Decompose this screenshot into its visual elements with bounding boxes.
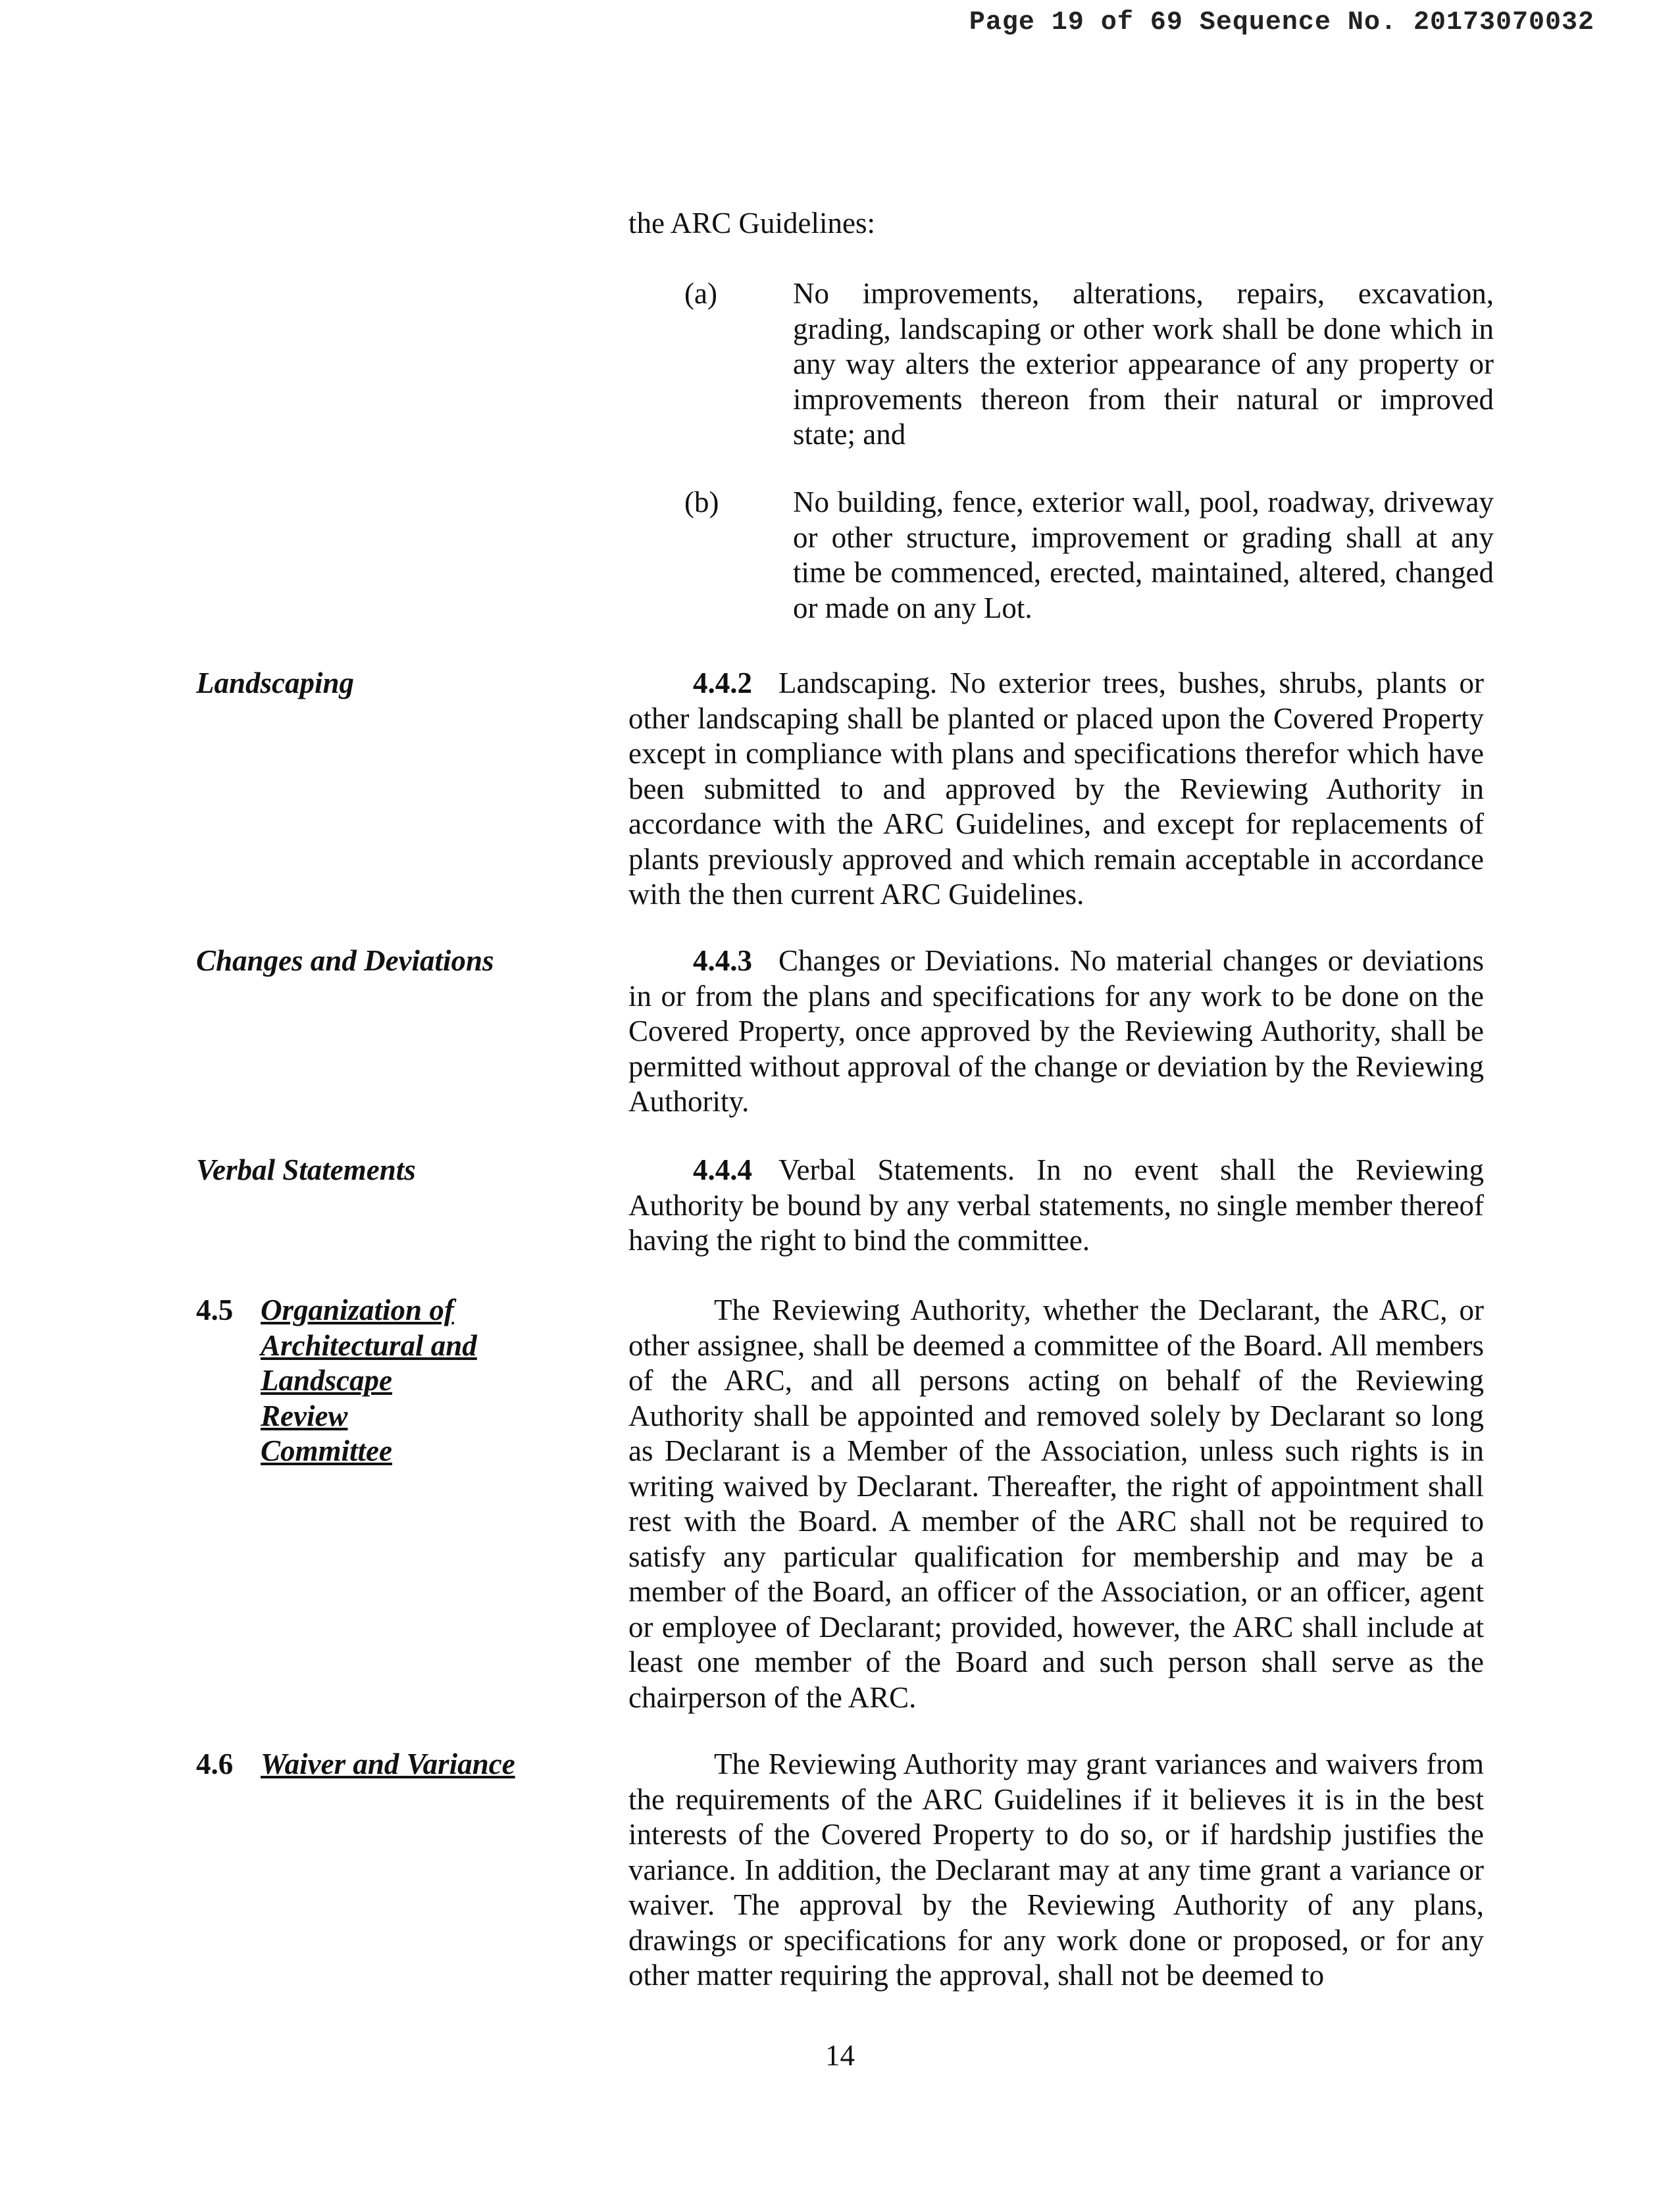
page-header: Page 19 of 69 Sequence No. 20173070032	[969, 8, 1594, 38]
section-text: Landscaping. No exterior trees, bushes, shrubs, plants or other landscaping shall be planted or placed upon the Covered Property except in compliance with plans and specifications therefor which have been submitted to and approved by the Reviewing Authority in accordance with the ARC Guidelines, and except for replacements of plants previously approved and which remain acceptable in accordance with the then current ARC Guidelines.	[628, 667, 1484, 911]
side-heading-4-6	[196, 1747, 565, 1782]
sub-item-b	[684, 485, 1494, 626]
side-heading-title: Waiver and Variance	[261, 1748, 515, 1780]
section-text: The Reviewing Authority, whether the Declarant, the ARC, or other assignee, shall be deemed a committee of the Board. All members of the ARC, and all persons acting on behalf of the Reviewing Authority shall be appointed and removed solely by Declarant so long as Declarant is a Member of the Association, unless such rights is in writing waived by Declarant. Thereafter, the right of appointment shall rest with the Board. A member of the ARC shall not be required to satisfy any particular qualification for membership and may be a member of the Board, an officer of the Association, or an officer, agent or employee of Declarant; provided, however, the ARC shall include at least one member of the Board and such person shall serve as the chairperson of the ARC.	[628, 1294, 1484, 1714]
section-4-6	[628, 1747, 1484, 1994]
section-text: Verbal Statements. In no event shall the Reviewing Authority be bound by any verbal statements, no single member thereof having the right to bind the committee.	[628, 1153, 1484, 1257]
side-heading-verbal-statements: Verbal Statements	[196, 1153, 416, 1186]
intro-text: the ARC Guidelines:	[628, 207, 875, 239]
section-number: 4.4.4	[693, 1153, 752, 1186]
section-number: 4.4.3	[693, 944, 752, 977]
section-4-4-4	[628, 1153, 1484, 1259]
side-heading-title: Organization of Architectural and Landscape Review Committee	[261, 1294, 477, 1467]
section-4-5	[628, 1293, 1484, 1715]
sub-item-text: No building, fence, exterior wall, pool, roadway, driveway or other structure, improvement or grading shall at any time be commenced, erected, maintained, altered, changed or made on any Lot.	[793, 486, 1494, 624]
section-4-4-2	[628, 666, 1484, 913]
sub-item-text: No improvements, alterations, repairs, excavation, grading, landscaping or other work shall be done which in any way alters the exterior appearance of any property or improvements thereon from their natural or improved state; and	[793, 277, 1494, 451]
side-heading-4-5	[196, 1293, 565, 1469]
sub-item-letter: (b)	[684, 486, 719, 518]
section-text: The Reviewing Authority may grant variances and waivers from the requirements of the ARC Guidelines if it believes it is in the best interests of the Covered Property to do so, or if hardship justifies the variance. In addition, the Declarant may at any time grant a variance or waiver. The approval by the Reviewing Authority of any plans, drawings or specifications for any work done or proposed, or for any other matter requiring the approval, shall not be deemed to	[628, 1748, 1484, 1992]
section-text: Changes or Deviations. No material changes or deviations in or from the plans and specifications for any work to be done on the Covered Property, once approved by the Reviewing Authority, shall be permitted without approval of the change or deviation by the Reviewing Authority.	[628, 944, 1484, 1118]
section-number: 4.4.2	[693, 667, 752, 699]
section-4-4-3	[628, 944, 1484, 1120]
side-heading-number: 4.6	[196, 1748, 234, 1780]
sub-item-letter: (a)	[684, 277, 717, 310]
side-heading-changes-deviations: Changes and Deviations	[196, 944, 494, 977]
side-heading-landscaping: Landscaping	[196, 667, 355, 699]
side-heading-number: 4.5	[196, 1294, 234, 1326]
page-number: 14	[825, 2039, 855, 2072]
sub-item-a	[684, 276, 1494, 453]
